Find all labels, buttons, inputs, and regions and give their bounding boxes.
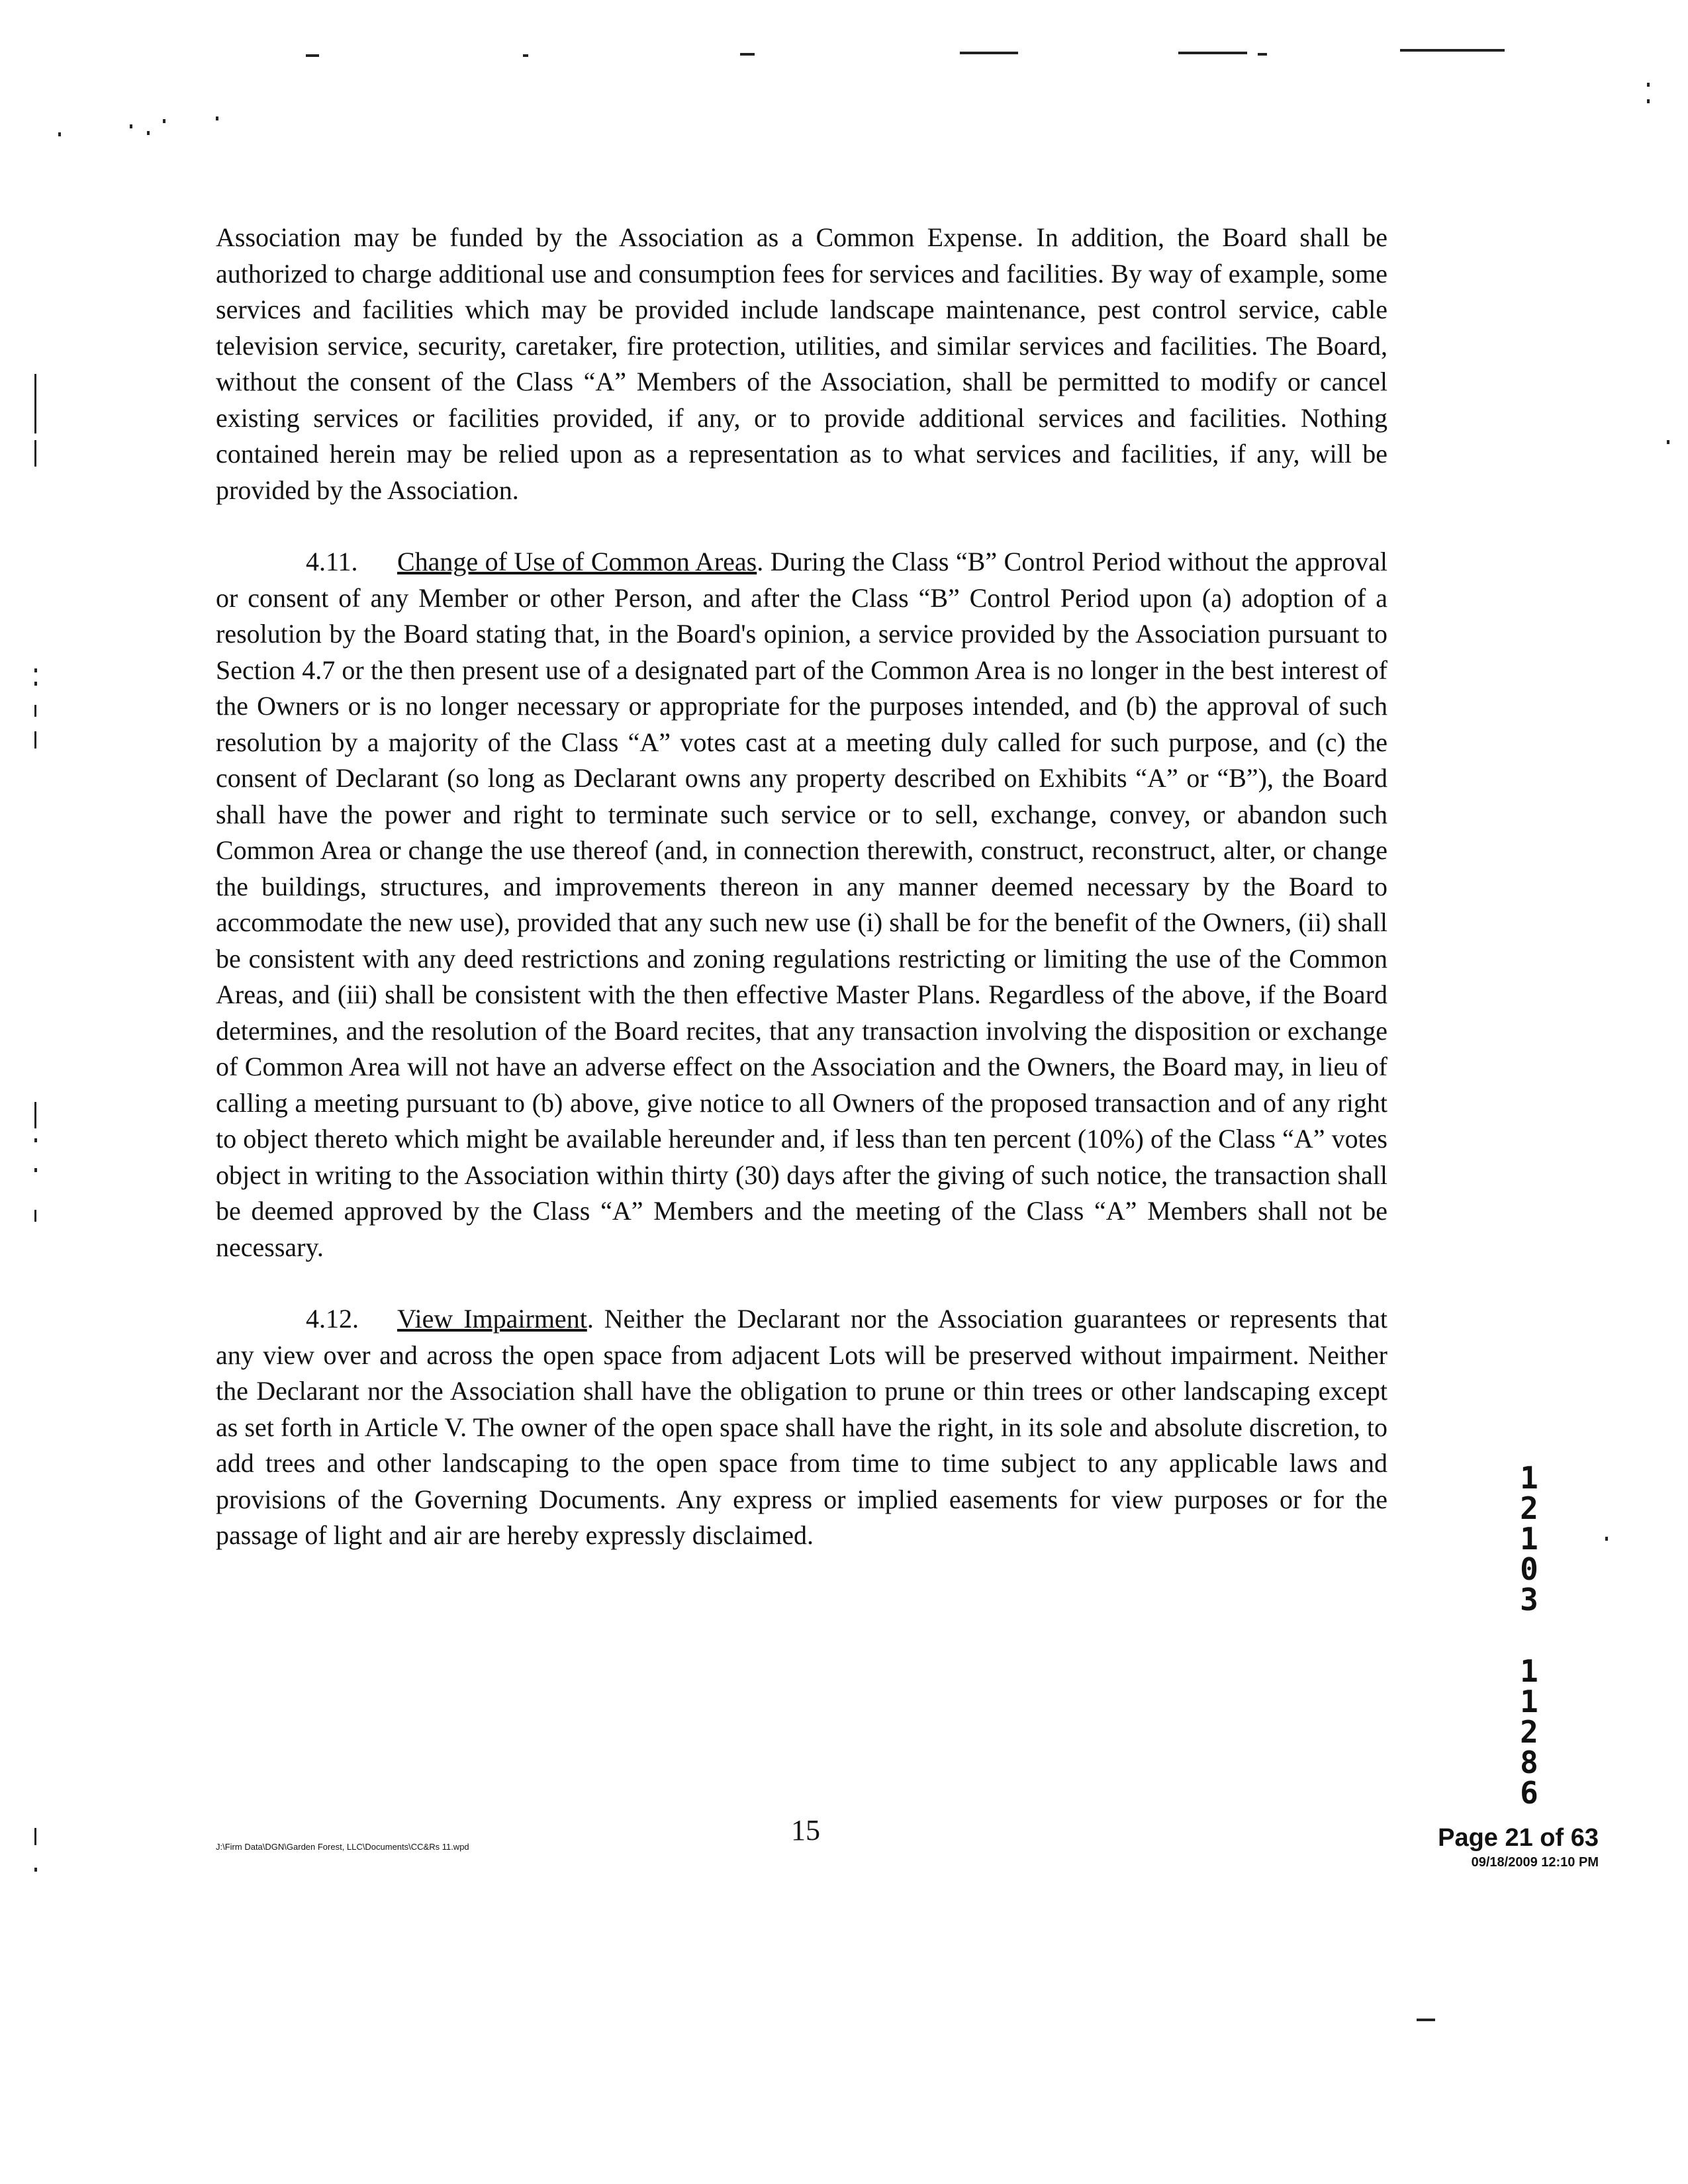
scan-artifact-dot	[58, 132, 61, 136]
stamp-digit: 8	[1520, 1745, 1538, 1780]
section-text: . During the Class “B” Control Period without the approval or consent of any Member or other Person, and after the Class “B” Control Period upon (a) adoption of a resolution by the Board stating that, in the Board's opinion, a service provided by the Association pursuant to Section 4.7 or the then present use of a designated part of the Common Area is no longer in the best interest of the Owners or is no longer necessary or appropriate for the purposes intended, and (b) the approval of such resolution by a majority of the Class “A” votes cast at a meeting duly called for such purpose, and (c) the consent of Declarant (so long as Declarant owns any property described on Exhibits “A” or “B”), the Board shall have the power and right to terminate such service or to sell, exchange, convey, or abandon such Common Area or change the use thereof (and, in connection therewith, construct, reconstruct, alter, or change the buildings, structures, and improvements thereon in any manner deemed necessary by the Board to accommodate the new use), provided that any such new use (i) shall be for the benefit of the Owners, (ii) shall be consistent with any deed restrictions and zoning regulations restricting or limiting the use of the Common Areas, and (iii) shall be consistent with the then effective Master Plans. Regardless of the above, if the Board determines, and the resolution of the Board recites, that any transaction involving the disposition or exchange of Common Area will not have an adverse effect on the Association and the Owners, the Board may, in lieu of calling a meeting pursuant to (b) above, give notice to all Owners of the proposed transaction and of any right to object thereto which might be available hereunder and, if less than ten percent (10%) of the Class “A” votes object in writing to the Association within thirty (30) days after the giving of such notice, the transaction shall be deemed approved by the Class “A” Members and the meeting of the Class “A” Members shall not be necessary.	[216, 547, 1388, 1262]
recording-number-stamp	[1513, 1460, 1546, 1811]
margin-change-bar	[34, 1102, 36, 1128]
document-file-path: J:\Firm Data\DGN\Garden Forest, LLC\Documents\CC&Rs 11.wpd	[216, 1842, 469, 1852]
stamp-digit: 1	[1520, 1684, 1538, 1719]
scan-artifact-line	[1400, 49, 1505, 52]
section-4-12	[216, 1301, 1387, 1554]
page-number: 15	[791, 1814, 820, 1846]
section-number: 4.12.	[306, 1304, 359, 1334]
stamp-digit: 2	[1520, 1714, 1538, 1750]
scan-artifact-dot	[34, 1138, 37, 1142]
stamp-digit: 1	[1520, 1521, 1538, 1557]
scan-artifact-dot	[34, 668, 37, 672]
section-title: View Impairment	[397, 1304, 587, 1334]
scan-artifact-line	[740, 53, 755, 56]
stamp-digit: 3	[1520, 1582, 1538, 1617]
scan-artifact-dot	[34, 682, 37, 686]
scan-artifact-line	[523, 54, 528, 57]
recorder-timestamp: 09/18/2009 12:10 PM	[1471, 1855, 1599, 1870]
scan-artifact-dot	[1647, 99, 1650, 103]
margin-change-bar	[34, 440, 36, 467]
document-body	[216, 220, 1387, 1554]
recorder-page-label: Page 21 of 63	[1438, 1824, 1599, 1852]
stamp-digit: 1	[1520, 1653, 1538, 1689]
margin-change-bar	[34, 705, 36, 717]
scan-artifact-dot	[216, 116, 218, 120]
scan-artifact-dot	[34, 1168, 37, 1172]
section-title: Change of Use of Common Areas	[397, 547, 757, 576]
paragraph-services: Association may be funded by the Association as a Common Expense. In addition, the Board shall be authorized to charge additional use and consumption fees for services and facilities. By way of example, some services and facilities which may be provided include landscape maintenance, pest control service, cable television service, security, caretaker, fire protection, utilities, and similar services and facilities. The Board, without the consent of the Class “A” Members of the Association, shall be permitted to modify or cancel existing services or facilities provided, if any, or to provide additional services and facilities. Nothing contained herein may be relied upon as a representation as to what services and facilities, if any, will be provided by the Association.	[216, 222, 1387, 505]
scan-artifact-line	[306, 54, 319, 57]
scan-artifact-dot	[34, 1868, 37, 1872]
scan-artifact-line	[1417, 2019, 1435, 2021]
section-number: 4.11.	[306, 547, 358, 576]
margin-change-bar	[34, 374, 36, 433]
margin-change-bar	[34, 731, 36, 749]
scan-artifact-dot	[130, 124, 132, 128]
scan-artifact-dot	[163, 119, 165, 123]
scan-artifact-line	[1258, 53, 1267, 56]
margin-change-bar	[34, 1210, 36, 1222]
scan-artifact-dot	[1667, 440, 1669, 444]
stamp-digit: 1	[1520, 1460, 1538, 1496]
scan-artifact-line	[960, 52, 1018, 54]
margin-change-bar	[34, 1828, 36, 1845]
stamp-digit: 6	[1520, 1775, 1538, 1811]
scan-artifact-dot	[1605, 1537, 1608, 1541]
scan-artifact-dot	[147, 131, 150, 135]
scan-artifact-line	[1178, 52, 1247, 54]
section-4-11	[216, 544, 1387, 1265]
stamp-digit: 2	[1520, 1490, 1538, 1526]
scan-artifact-dot	[1647, 83, 1650, 87]
section-text: . Neither the Declarant nor the Association guarantees or represents that any view over and across the open space from adjacent Lots will be preserved without impairment. Neither the Declarant nor the Association shall have the obligation to prune or thin trees or other landscaping except as set forth in Article V. The owner of the open space shall have the right, in its sole and absolute discretion, to add trees and other landscaping to the open space from time to time subject to any applicable laws and provisions of the Governing Documents. Any express or implied easements for view purposes or for the passage of light and air are hereby expressly disclaimed.	[216, 1304, 1387, 1550]
stamp-digit: 0	[1520, 1551, 1538, 1587]
